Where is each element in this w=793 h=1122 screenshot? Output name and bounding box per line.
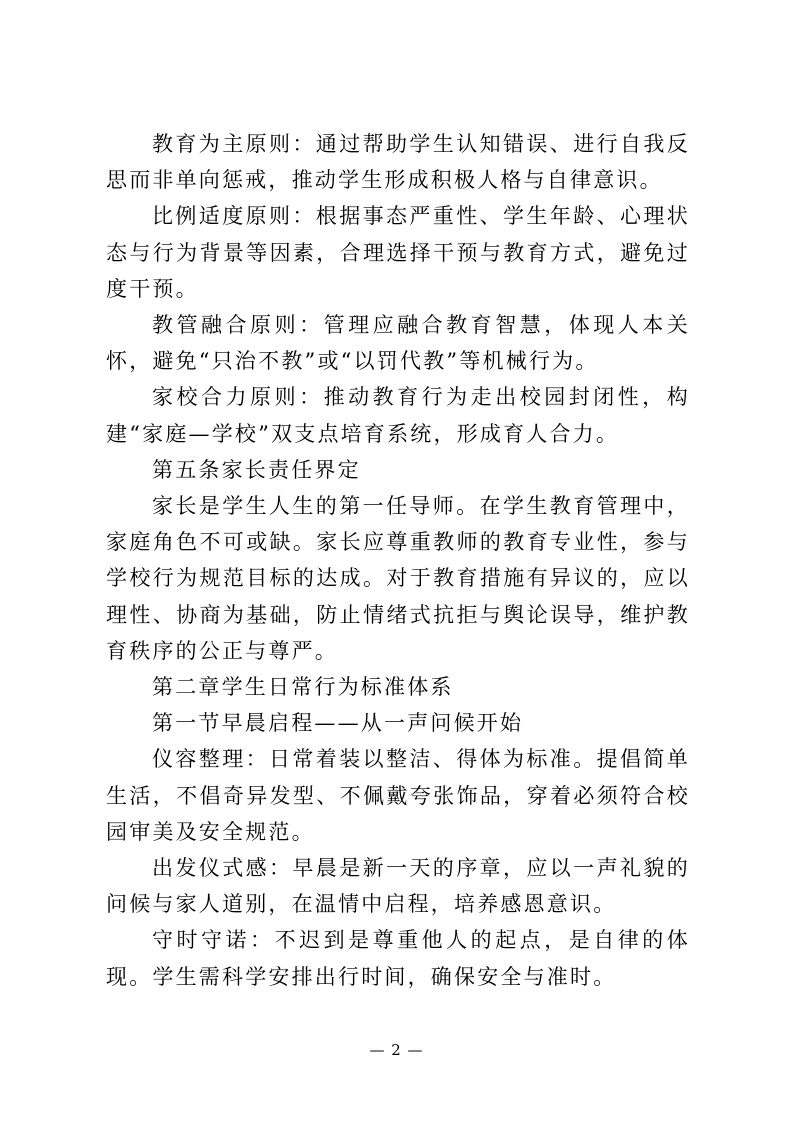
principle-education-first: 教育为主原则：通过帮助学生认知错误、进行自我反思而非单向惩戒，推动学生形成积极人格与自律意识。	[106, 132, 690, 193]
principle-education-management: 教管融合原则：管理应融合教育智慧，体现人本关怀，避免“只治不教”或“以罚代教”等机械行为。	[106, 313, 690, 374]
principle-home-school: 家校合力原则：推动教育行为走出校园封闭性，构建“家庭—学校”双支点培育系统，形成育人合力。	[106, 385, 690, 446]
departure-ritual-paragraph: 出发仪式感：早晨是新一天的序章，应以一声礼貌的问候与家人道别，在温情中启程，培养感恩意识。	[106, 856, 690, 917]
appearance-paragraph: 仪容整理：日常着装以整洁、得体为标准。提倡简单生活，不倡奇异发型、不佩戴夸张饰品，穿着必须符合校园审美及安全规范。	[106, 747, 690, 844]
principle-proportionality: 比例适度原则：根据事态严重性、学生年龄、心理状态与行为背景等因素，合理选择干预与教育方式，避免过度干预。	[106, 204, 690, 301]
parent-responsibility-paragraph: 家长是学生人生的第一任导师。在学生教育管理中，家庭角色不可或缺。家长应尊重教师的教育专业性，参与学校行为规范目标的达成。对于教育措施有异议的，应以理性、协商为基础，防止情绪式抗拒与舆论误导，维护教育秩序的公正与尊严。	[106, 494, 690, 663]
punctuality-paragraph: 守时守诺：不迟到是尊重他人的起点，是自律的体现。学生需科学安排出行时间，确保安全与准时。	[106, 928, 690, 989]
section-one-heading: 第一节早晨启程——从一声问候开始	[152, 711, 524, 736]
document-body	[106, 126, 690, 995]
article-five-heading: 第五条家长责任界定	[152, 457, 361, 482]
chapter-two-heading: 第二章学生日常行为标准体系	[152, 675, 454, 700]
page-number: — 2 —	[369, 1041, 424, 1059]
